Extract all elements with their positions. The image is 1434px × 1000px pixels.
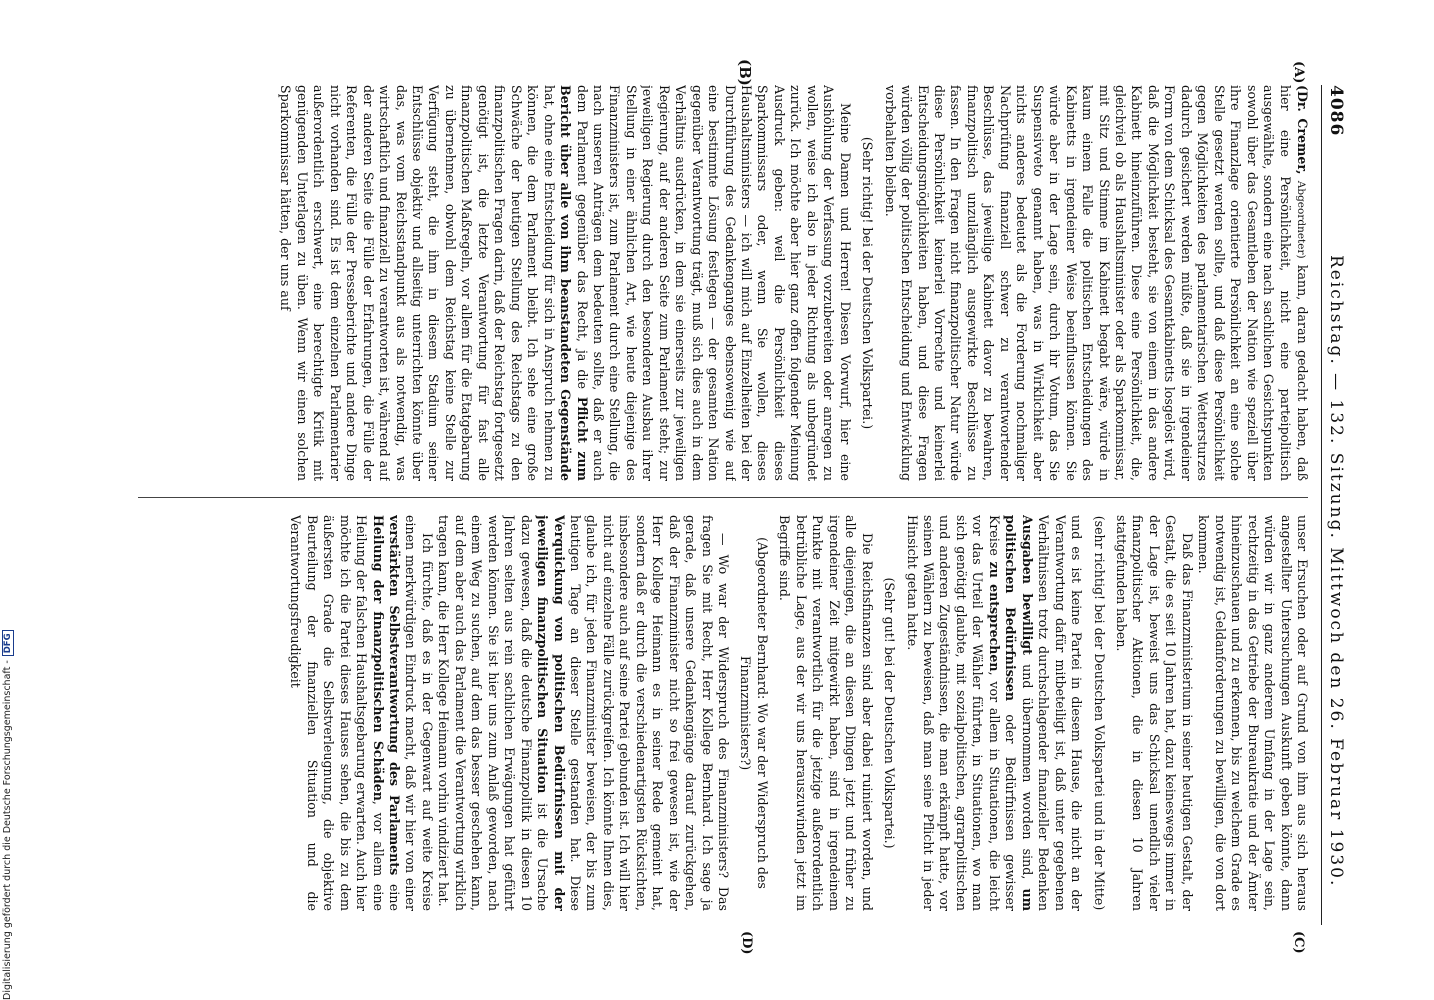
paragraph-text: hat, ohne eine Entscheidung für sich in Anspruch nehmen zu können, die dem Parlament bleibt. Ich sehe eine große Schwäche der heutigen Stellung des Reichstags zu den finanzpolitischen Fragen darin, daß der Reichstag fortgesetzt genötigt ist, die letzte Verantwortung für fast alle finanzpolitischen Maßregeln, vor allem für die Etatgebarung zu übernehmen, obwohl dem Reichstag keine Stelle zur Verfügung steht, die ihm in diesem Stadium seiner Entschlüsse objektiv und allseitig unterrichten könnte über das, was vom Reichsstandpunkt aus als notwendig, was wirtschaftlich und finanziell zu verantworten ist, während auf der anderen Seite die Fülle der Erfahrungen, die Fülle der Referenten, die Fülle der Presseberichte und andere Dinge nicht vorhanden sind. Es ist dem einzelnen Parlamentarier außerordentlich erschwert, eine berechtigte Kritik mit genügenden Unterlagen zu üben. Wenn wir einen solchen Sparkommissar hätten, der uns auf	[278, 85, 557, 481]
margin-marker-b: (B)	[736, 59, 754, 86]
dfg-logo: DFG	[2, 630, 14, 656]
paragraph-text: Ich fürchte, daß es in der Gegenwart auf weite Kreise einen merkwürdigen Eindruck macht, daß wir hier von einer	[403, 515, 435, 911]
page-number: 4086	[1326, 85, 1346, 137]
emphasis-text: um politischen Bedürfnissen	[1003, 515, 1035, 911]
running-title: Reichstag. — 132. Sitzung. Mittwoch den 26. Februar 1930.	[1326, 255, 1346, 888]
paragraph-text: — Wo war der Widerspruch des Finanzministers? Das fragen Sie mit Recht, Herr Kollege Bernhard. Ich sage ja gerade, daß unsere Gedankengänge darauf zurückgehen, daß der Finanzminister nicht so frei gewesen ist, wie der Herr Kollege Heimann es in seiner Rede gemeint hat, sondern daß er durch die verschiedenartigsten Rücksichten, insbesondere auch auf seine Partei gebunden ist. Ich will hier nicht auf einzelne Fälle zurückgreifen. Ich könnte Ihnen dies, glaube ich, für jeden Finanzminister beweisen, der bis zum heutigen Tage an dieser Stelle gestanden hat. Diese	[567, 515, 732, 911]
emphasis-text: Pflicht zum Bericht über alle von ihm beanstandeten Gegenstände	[558, 85, 590, 481]
paragraph-text: , vor allem in Situationen, die leicht vor das Urteil der Wähler führten, in Situationen, wo man sich genötigt glaubte, mit sozialpolitischen, agrarpolitischen und anderen Zugeständnissen, die man erkämpft hatte, vor seinen Wählern zu beweisen, daß man seine Pflicht in jeder Hinsicht getan hatte.	[904, 515, 1002, 911]
right-column	[130, 515, 1310, 911]
emphasis-text: Verquickung von politischen Bedürfnissen mit der jeweiligen finanzpolitischen Situation	[535, 515, 567, 911]
speaker-role: Abgeordneter)	[1295, 180, 1307, 259]
paragraph	[903, 515, 1084, 911]
paragraph	[287, 515, 435, 911]
speaker-paragraph	[881, 85, 1310, 481]
interjection: (sehr richtig! bei der Deutschen Volkspartei und in der Mitte)	[1091, 515, 1107, 911]
page-header	[1321, 85, 1350, 925]
paragraph-text: eine	[386, 875, 402, 911]
paragraph-text: Meine Damen und Herren! Diesen Vorwurf, hier eine Aushöhlung der Verfassung vorzubereiten oder anregen zu wollen, weise ich also in jeder Richtung als unbegründet zurück. Ich möchte aber hier ganz offen folgender Meinung Ausdruck geben: weil die Persönlichkeit dieses Sparkommissars oder, wenn Sie wollen, dieses Haushaltsministers — ich will mich auf Einzelheiten bei der Durchführung des Gedankenganges ebensowenig wie auf eine bestimmte Lösung festlegen — der gesamten Nation gegenüber Verantwortung trägt, muß sich dies auch in dem Verhältnis ausdrücken, in dem sie einerseits zur jeweiligen Regierung, auf der anderen Seite zum Parlament steht; zur jeweiligen Regierung durch den besonderen Ausbau ihrer Stellung in einer ähnlichen Art, wie heute diejenige des Finanzministers ist, zum Parlament durch eine Stellung, die nach unseren Anträgen dem bedeuten sollte, daß er auch dem Parlament gegenüber das Recht, ja die	[574, 85, 853, 481]
speaker-name: (Dr. Cremer,	[1295, 85, 1310, 175]
paragraph	[435, 515, 731, 911]
emphasis-text: Heilung der finanzpolitischen Schäden	[370, 515, 386, 801]
newspaper-page	[120, 59, 1350, 955]
paragraph-text: kann, daran gedacht haben, daß hier eine Persönlichkeit, nicht eine parteipolitisch ausgewählte, sondern eine nach sachlichen Gesichtspunkten sowohl über das Gesamtleben der Nation wie speziell über ihre Finanzlage orientierte Persönlichkeit an eine solche Stelle gesetzt werden sollte, und daß diese Persönlichkeit gegen Möglichkeiten des parlamentarischen Wettersturzes dadurch gesichert werden müßte, daß sie in irgendeiner Form von dem Schicksal des Gesamtkabinetts losgelöst wird, daß die Möglichkeit besteht, sie von einem in das andere Kabinett hineinzuführen. Diese eine Persönlichkeit, die, gleichviel ob als Haushaltsminister oder als Sparkommissar, mit Sitz und Stimme im Kabinett begabt wäre, würde in kaum einem Falle die politischen Entscheidungen des Kabinetts in irgendeiner Weise beeinflussen können. Sie würde aber in der Lage sein, durch ihr Votum, das Sie Suspensivveto genannt haben, was in Wirklichkeit aber nichts anderes bedeutet als die Forderung nochmaliger Nachprüfung finanziell schwer zu verantwortender Beschlüsse, das jeweilige Kabinett davor zu bewahren, finanzpolitisch unzulänglich ausgewirkte Beschlüsse zu fassen. In den Fragen nicht finanzpolitischer Natur würde diese Persönlichkeit keinerlei Vorrechte und keinerlei Entscheidungsmöglichkeiten haben, und diese Fragen würden völlig der politischen Entscheidung und Entwicklung vorbehalten bleiben.	[882, 85, 1310, 481]
column-divider	[138, 497, 1308, 498]
margin-marker-a: (A)	[1291, 61, 1306, 84]
paragraph-text: ist die Ursache dazu gewesen, daß die deutsche Finanzpolitik in diesen 10 Jahren selten aus rein sachlichen Erwägungen hat geführt werden können. Sie ist hier uns zum Anlaß geworden, nach einem Weg zu suchen, auf dem das besser geschehen kann, auf dem aber auch das Parlament die Verantwortung wirklich tragen kann, die Herr Kollege Heimann vorhin vindiziert hat.	[436, 515, 551, 911]
margin-marker-c: (C)	[1291, 931, 1306, 954]
paragraph-text: , vor allem eine Heilung der falschen Haushaltsgebarung erwarten. Auch hier möchte ich die Partei dieses Hauses sehen, die bis zu dem äußersten Grade die Selbstverleugnung, die objektive Beurteilung der finanziellen Situation und die Verantwortungsfreudigkeit	[288, 515, 386, 911]
paragraph: Die Reichsfinanzen sind aber dabei ruiniert worden, und alle diejenigen, die an diesen Dingen jetzt und früher zu irgendeiner Zeit mitgewirkt haben, sind in irgendeinem Punkte mit verantwortlich für die jetzige außerordentlich betrübliche Lage, aus der wir uns herauszuwinden jetzt im Begriffe sind.	[777, 515, 875, 911]
emphasis-text: Ausgaben bewilligt	[1019, 515, 1035, 655]
interjection: (Sehr richtig! bei der Deutschen Volkspartei.)	[860, 136, 876, 430]
paragraph-text: und übernommen worden sind,	[1019, 654, 1035, 889]
interjection: (Abgeordneter Bernhard: Wo war der Widerspruch des Finanzministers?)	[738, 537, 770, 889]
paragraph-text: oder Bedürfnissen gewisser Kreise	[986, 515, 1019, 911]
emphasis-text: verstärkten Selbstverantwortung des Parlaments	[386, 515, 402, 876]
paragraph	[277, 85, 853, 481]
left-column	[130, 85, 1310, 481]
credit-text: Digitalisierung gefördert durch die Deutsche Forschungsgemeinschaft -	[2, 660, 13, 1000]
digitization-credit	[2, 630, 14, 1000]
interjection: (Sehr gut! bei der Deutschen Volkspartei.)	[882, 577, 898, 849]
emphasis-text: zu entsprechen	[986, 561, 1002, 672]
paragraph: Daß das Finanzministerium in seiner heutigen Gestalt, der Gestalt, die es seit 10 Jahren hat, dazu keineswegs immer in der Lage ist, beweist uns das Schicksal unendlich vieler finanzpolitischer Aktionen, die in diesen 10 Jahren stattgefunden haben.	[1114, 515, 1195, 911]
paragraph: unser Ersuchen oder auf Grund von ihm aus sich heraus angestellter Untersuchungen Auskunft geben könnte, dann würden wir in ganz anderem Umfang in der Lage sein, rechtzeitig in das Getriebe der Bureaukratie und der Ämter hineinzuschauen und zu erkennen, bis zu welchem Grade es notwendig ist, Geldanforderungen zu bewilligen, die von dort kommen.	[1196, 515, 1310, 911]
margin-marker-d: (D)	[739, 931, 754, 955]
paragraph-text: und es ist keine Partei in diesem Hause, die nicht an der Verantwortung dafür mitbeteiligt ist, daß unter gegebenen Verhältnissen trotz durchschlagender finanzieller Bedenken	[1036, 515, 1085, 911]
